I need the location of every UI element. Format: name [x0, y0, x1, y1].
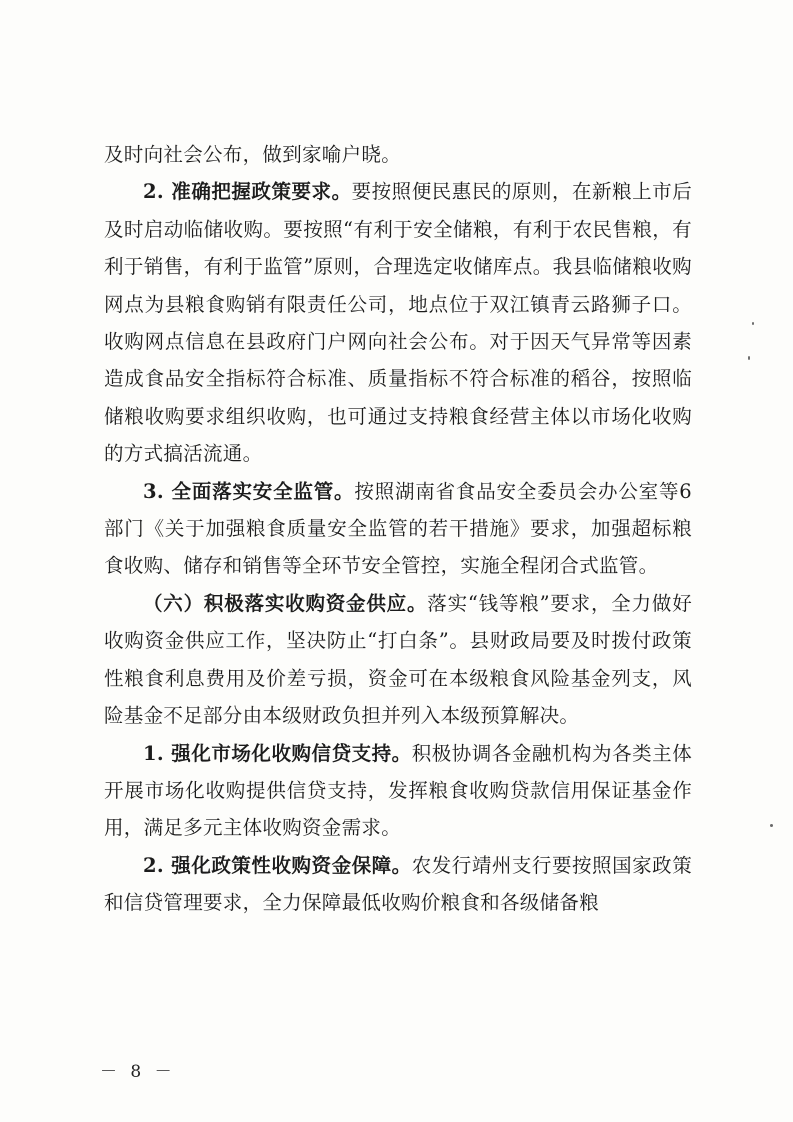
paragraph-continuation [104, 136, 692, 173]
paragraph-heading: 2. 强化政策性收购资金保障。 [143, 853, 412, 877]
paragraph-heading: 3. 全面落实安全监管。 [143, 479, 355, 503]
paragraph-body: 及时向社会公布，做到家喻户晓。 [104, 143, 402, 166]
paragraph-policy-funding [104, 847, 692, 922]
paragraph-heading: 2. 准确把握政策要求。 [143, 180, 352, 204]
document-body [104, 136, 692, 922]
paragraph-body: 积极协调各金融机构为各类主体开展市场化收购提供信贷支持，发挥粮食收购贷款信用保证基金作用，满足多元主体收购资金需求。 [104, 741, 692, 840]
scan-speck [770, 824, 773, 827]
paragraph-body: 落实“钱等粮”要求，全力做好收购资金供应工作，坚决防止“打白条”。县财政局要及时拨付政策性粮食利息费用及价差亏损，资金可在本级粮食风险基金列支，风险基金不足部分由本级财政负担并列入本级预算解决。 [104, 591, 692, 728]
paragraph-policy-requirements [104, 173, 692, 472]
paragraph-funding-supply [104, 585, 692, 735]
paragraph-body: 按照湖南省食品安全委员会办公室等6部门《关于加强粮食质量安全监管的若干措施》要求，加强超标粮食收购、储存和销售等全环节安全管控，实施全程闭合式监管。 [104, 479, 692, 578]
paragraph-heading: 1. 强化市场化收购信贷支持。 [143, 741, 412, 765]
page-number: － 8 － [100, 1062, 176, 1082]
paragraph-body: 农发行靖州支行要按照国家政策和信贷管理要求，全力保障最低收购价粮食和各级储备粮 [104, 853, 692, 915]
scan-speck [752, 322, 754, 325]
paragraph-safety-supervision [104, 473, 692, 585]
paragraph-market-credit [104, 735, 692, 847]
scan-speck [748, 356, 750, 360]
paragraph-body: 要按照便民惠民的原则，在新粮上市后及时启动临储收购。要按照“有利于安全储粮，有利于农民售粮，有利于销售，有利于监管”原则，合理选定收储库点。我县临储粮收购网点为县粮食购销有限责任公司，地点位于双江镇青云路狮子口。收购网点信息在县政府门户网向社会公布。对于因天气异常等因素造成食品安全指标符合标准、质量指标不符合标准的稻谷，按照临储粮收购要求组织收购，也可通过支持粮食经营主体以市场化收购的方式搞活流通。 [104, 180, 692, 466]
paragraph-heading: （六）积极落实收购资金供应。 [143, 591, 428, 615]
